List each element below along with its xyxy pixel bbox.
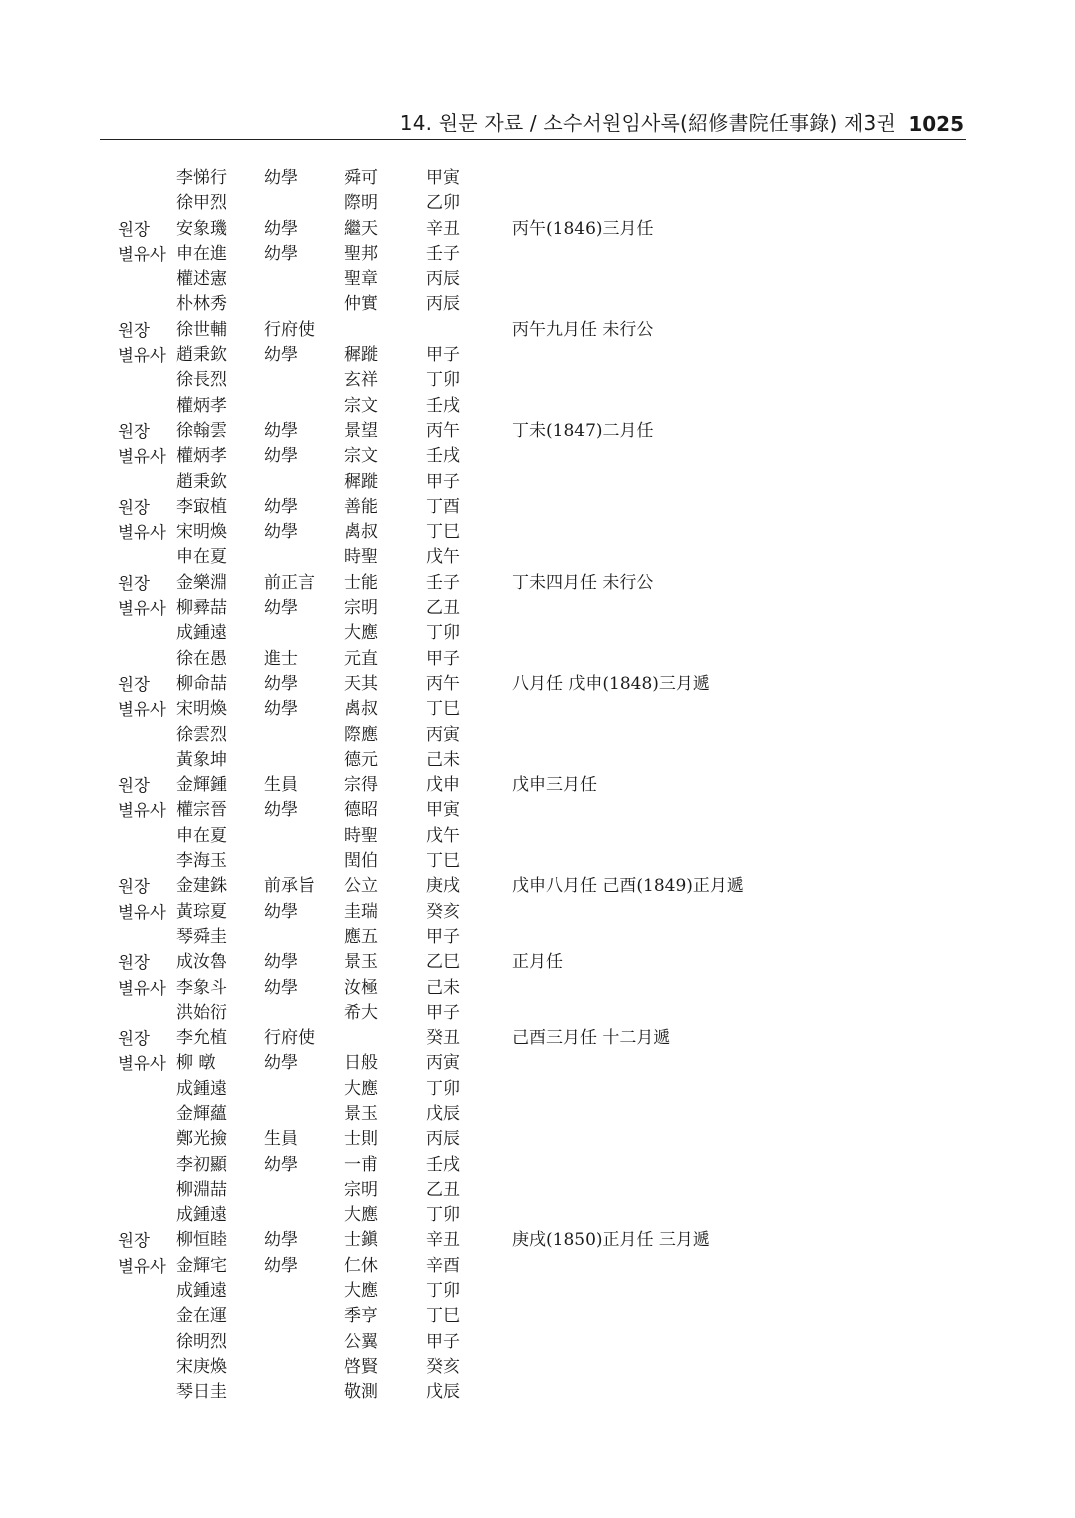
style-name-cell: 應五 xyxy=(344,926,378,947)
birth-year-cell: 丁巳 xyxy=(426,1306,460,1327)
title-cell: 幼學 xyxy=(264,522,298,543)
birth-year-cell: 壬子 xyxy=(426,572,460,593)
birth-year-cell: 乙卯 xyxy=(426,193,460,214)
style-name-cell: 日般 xyxy=(344,1053,378,1074)
title-cell: 幼學 xyxy=(264,598,298,619)
name-cell: 趙秉欽 xyxy=(176,345,227,366)
style-name-cell: 禼叔 xyxy=(344,522,378,543)
page-number: 1025 xyxy=(908,112,964,136)
style-name-cell: 希大 xyxy=(344,1002,378,1023)
style-name-cell: 穉蹝 xyxy=(344,345,378,366)
record-row xyxy=(0,1102,1075,1127)
name-cell: 黃象坤 xyxy=(176,749,227,770)
style-name-cell: 大應 xyxy=(344,1281,378,1302)
record-row xyxy=(0,318,1075,343)
record-row xyxy=(0,267,1075,292)
name-cell: 成鍾遠 xyxy=(176,623,227,644)
record-row xyxy=(0,925,1075,950)
birth-year-cell: 丙辰 xyxy=(426,294,460,315)
birth-year-cell: 甲寅 xyxy=(426,800,460,821)
name-cell: 金樂淵 xyxy=(176,572,227,593)
name-cell: 權述憲 xyxy=(176,269,227,290)
record-row xyxy=(0,798,1075,823)
title-cell: 幼學 xyxy=(264,446,298,467)
style-name-cell: 公立 xyxy=(344,876,378,897)
style-name-cell: 啓賢 xyxy=(344,1356,378,1377)
name-cell: 李初顯 xyxy=(176,1154,227,1175)
name-cell: 申在進 xyxy=(176,243,227,264)
style-name-cell: 季亨 xyxy=(344,1306,378,1327)
appointment-note-cell: 八月任 戊申(1848)三月遞 xyxy=(512,673,710,694)
record-row xyxy=(0,292,1075,317)
style-name-cell: 繼天 xyxy=(344,218,378,239)
appointment-note-cell: 正月任 xyxy=(512,952,563,973)
record-row xyxy=(0,900,1075,925)
name-cell: 申在夏 xyxy=(176,547,227,568)
name-cell: 成鍾遠 xyxy=(176,1078,227,1099)
role-cell: 원장 xyxy=(118,573,150,593)
appointment-note-cell: 丁未(1847)二月任 xyxy=(512,420,654,441)
birth-year-cell: 丙寅 xyxy=(426,724,460,745)
name-cell: 金建銖 xyxy=(176,876,227,897)
name-cell: 柳淵喆 xyxy=(176,1179,227,1200)
appointment-note-cell: 戊申三月任 xyxy=(512,775,597,796)
record-row xyxy=(0,394,1075,419)
title-cell: 幼學 xyxy=(264,800,298,821)
title-cell: 幼學 xyxy=(264,243,298,264)
record-row xyxy=(0,748,1075,773)
name-cell: 徐甲烈 xyxy=(176,193,227,214)
record-row xyxy=(0,976,1075,1001)
birth-year-cell: 甲子 xyxy=(426,1002,460,1023)
record-row xyxy=(0,1051,1075,1076)
birth-year-cell: 丙午 xyxy=(426,673,460,694)
birth-year-cell: 甲子 xyxy=(426,648,460,669)
style-name-cell: 舜可 xyxy=(344,168,378,188)
name-cell: 琴日圭 xyxy=(176,1382,227,1403)
style-name-cell: 公翼 xyxy=(344,1331,378,1352)
name-cell: 柳彛喆 xyxy=(176,598,227,619)
style-name-cell: 時聖 xyxy=(344,825,378,846)
record-row xyxy=(0,824,1075,849)
name-cell: 李允植 xyxy=(176,1028,227,1049)
name-cell: 徐明烈 xyxy=(176,1331,227,1352)
header-title: 14. 원문 자료 / 소수서원임사록(紹修書院任事錄) 제3권 xyxy=(399,111,896,135)
birth-year-cell: 甲寅 xyxy=(426,168,460,188)
record-row xyxy=(0,1001,1075,1026)
style-name-cell: 宗明 xyxy=(344,598,378,619)
title-cell: 進士 xyxy=(264,648,298,669)
role-cell: 원장 xyxy=(118,1029,150,1049)
role-cell: 별유사 xyxy=(118,1054,166,1074)
birth-year-cell: 戊辰 xyxy=(426,1382,460,1403)
record-row xyxy=(0,1279,1075,1304)
record-row xyxy=(0,1127,1075,1152)
birth-year-cell: 壬戌 xyxy=(426,395,460,416)
style-name-cell: 景望 xyxy=(344,420,378,441)
birth-year-cell: 甲子 xyxy=(426,471,460,492)
name-cell: 柳命喆 xyxy=(176,673,227,694)
style-name-cell: 大應 xyxy=(344,1078,378,1099)
title-cell: 幼學 xyxy=(264,1154,298,1175)
birth-year-cell: 辛丑 xyxy=(426,1230,460,1251)
style-name-cell: 圭瑞 xyxy=(344,901,378,922)
title-cell: 幼學 xyxy=(264,673,298,694)
style-name-cell: 玄祥 xyxy=(344,370,378,391)
record-row xyxy=(0,596,1075,621)
record-row xyxy=(0,1153,1075,1178)
name-cell: 成鍾遠 xyxy=(176,1205,227,1226)
style-name-cell: 仁休 xyxy=(344,1255,378,1276)
style-name-cell: 聖章 xyxy=(344,269,378,290)
birth-year-cell: 戊午 xyxy=(426,825,460,846)
style-name-cell: 士鎭 xyxy=(344,1230,378,1251)
style-name-cell: 大應 xyxy=(344,623,378,644)
title-cell: 幼學 xyxy=(264,168,298,188)
record-row xyxy=(0,672,1075,697)
name-cell: 宋明煥 xyxy=(176,522,227,543)
record-row xyxy=(0,1026,1075,1051)
birth-year-cell: 甲子 xyxy=(426,926,460,947)
birth-year-cell: 丁巳 xyxy=(426,699,460,720)
title-cell: 幼學 xyxy=(264,1053,298,1074)
birth-year-cell: 壬戌 xyxy=(426,1154,460,1175)
header-rule xyxy=(100,139,966,140)
record-row xyxy=(0,621,1075,646)
name-cell: 徐世輔 xyxy=(176,319,227,340)
record-row xyxy=(0,343,1075,368)
appointment-note-cell: 庚戌(1850)正月任 三月遞 xyxy=(512,1230,710,1251)
name-cell: 權炳孝 xyxy=(176,395,227,416)
title-cell: 行府使 xyxy=(264,1028,315,1049)
record-row xyxy=(0,874,1075,899)
style-name-cell: 德元 xyxy=(344,749,378,770)
birth-year-cell: 戊辰 xyxy=(426,1103,460,1124)
appointment-note-cell: 丁未四月任 未行公 xyxy=(512,572,654,593)
role-cell: 별유사 xyxy=(118,902,166,922)
title-cell: 幼學 xyxy=(264,699,298,720)
style-name-cell: 閏伯 xyxy=(344,851,378,872)
appointment-note-cell: 丙午九月任 未行公 xyxy=(512,319,654,340)
birth-year-cell: 丙寅 xyxy=(426,1053,460,1074)
role-cell: 별유사 xyxy=(118,1256,166,1276)
title-cell: 幼學 xyxy=(264,218,298,239)
style-name-cell: 際明 xyxy=(344,193,378,214)
role-cell: 원장 xyxy=(118,776,150,796)
record-row xyxy=(0,191,1075,216)
name-cell: 金輝鍾 xyxy=(176,775,227,796)
style-name-cell: 宗文 xyxy=(344,446,378,467)
title-cell: 行府使 xyxy=(264,319,315,340)
record-row xyxy=(0,495,1075,520)
name-cell: 李象斗 xyxy=(176,977,227,998)
style-name-cell: 時聖 xyxy=(344,547,378,568)
style-name-cell: 天其 xyxy=(344,673,378,694)
role-cell: 원장 xyxy=(118,877,150,897)
birth-year-cell: 丁卯 xyxy=(426,1205,460,1226)
title-cell: 幼學 xyxy=(264,901,298,922)
style-name-cell: 宗文 xyxy=(344,395,378,416)
record-row xyxy=(0,368,1075,393)
role-cell: 별유사 xyxy=(118,978,166,998)
style-name-cell: 穉蹝 xyxy=(344,471,378,492)
record-row xyxy=(0,1077,1075,1102)
birth-year-cell: 癸丑 xyxy=(426,1028,460,1049)
style-name-cell: 汝極 xyxy=(344,977,378,998)
name-cell: 柳恒睦 xyxy=(176,1230,227,1251)
record-row xyxy=(0,1355,1075,1380)
birth-year-cell: 丁巳 xyxy=(426,851,460,872)
running-header xyxy=(100,108,966,140)
birth-year-cell: 丙午 xyxy=(426,420,460,441)
record-row xyxy=(0,1380,1075,1405)
birth-year-cell: 壬戌 xyxy=(426,446,460,467)
birth-year-cell: 甲子 xyxy=(426,345,460,366)
role-cell: 원장 xyxy=(118,421,150,441)
record-row xyxy=(0,723,1075,748)
birth-year-cell: 癸亥 xyxy=(426,901,460,922)
style-name-cell: 宗明 xyxy=(344,1179,378,1200)
record-row xyxy=(0,1178,1075,1203)
name-cell: 宋明煥 xyxy=(176,699,227,720)
appointment-note-cell: 丙午(1846)三月任 xyxy=(512,218,654,239)
birth-year-cell: 甲子 xyxy=(426,1331,460,1352)
title-cell: 生員 xyxy=(264,775,298,796)
name-cell: 鄭光撿 xyxy=(176,1129,227,1150)
name-cell: 黃琮夏 xyxy=(176,901,227,922)
style-name-cell: 元直 xyxy=(344,648,378,669)
style-name-cell: 大應 xyxy=(344,1205,378,1226)
name-cell: 徐雲烈 xyxy=(176,724,227,745)
record-row xyxy=(0,571,1075,596)
style-name-cell: 聖邦 xyxy=(344,243,378,264)
name-cell: 徐在愚 xyxy=(176,648,227,669)
birth-year-cell: 戊申 xyxy=(426,775,460,796)
record-row xyxy=(0,773,1075,798)
record-row xyxy=(0,520,1075,545)
role-cell: 별유사 xyxy=(118,599,166,619)
role-cell: 별유사 xyxy=(118,801,166,821)
birth-year-cell: 丙辰 xyxy=(426,1129,460,1150)
name-cell: 李海玉 xyxy=(176,851,227,872)
style-name-cell: 德昭 xyxy=(344,800,378,821)
role-cell: 별유사 xyxy=(118,447,166,467)
birth-year-cell: 丁巳 xyxy=(426,522,460,543)
name-cell: 申在夏 xyxy=(176,825,227,846)
style-name-cell: 際應 xyxy=(344,724,378,745)
birth-year-cell: 己未 xyxy=(426,977,460,998)
name-cell: 權宗晉 xyxy=(176,800,227,821)
title-cell: 幼學 xyxy=(264,420,298,441)
style-name-cell: 士則 xyxy=(344,1129,378,1150)
name-cell: 成汝魯 xyxy=(176,952,227,973)
birth-year-cell: 辛酉 xyxy=(426,1255,460,1276)
birth-year-cell: 丁卯 xyxy=(426,1281,460,1302)
birth-year-cell: 丁卯 xyxy=(426,623,460,644)
style-name-cell: 宗得 xyxy=(344,775,378,796)
role-cell: 원장 xyxy=(118,219,150,239)
birth-year-cell: 己未 xyxy=(426,749,460,770)
appointment-note-cell: 戊申八月任 己酉(1849)正月遞 xyxy=(512,876,744,897)
record-row xyxy=(0,166,1075,191)
appointment-records xyxy=(0,166,1075,1406)
title-cell: 生員 xyxy=(264,1129,298,1150)
name-cell: 金輝宅 xyxy=(176,1255,227,1276)
name-cell: 宋庚煥 xyxy=(176,1356,227,1377)
record-row xyxy=(0,217,1075,242)
style-name-cell: 士能 xyxy=(344,572,378,593)
name-cell: 金輝蘊 xyxy=(176,1103,227,1124)
name-cell: 李㝡植 xyxy=(176,496,227,517)
role-cell: 별유사 xyxy=(118,346,166,366)
birth-year-cell: 丁酉 xyxy=(426,496,460,517)
role-cell: 원장 xyxy=(118,1231,150,1251)
style-name-cell: 景玉 xyxy=(344,952,378,973)
title-cell: 幼學 xyxy=(264,1230,298,1251)
name-cell: 柳 暾 xyxy=(176,1053,216,1074)
name-cell: 洪始衍 xyxy=(176,1002,227,1023)
title-cell: 前承旨 xyxy=(264,876,315,897)
record-row xyxy=(0,1304,1075,1329)
record-row xyxy=(0,444,1075,469)
role-cell: 별유사 xyxy=(118,700,166,720)
role-cell: 원장 xyxy=(118,320,150,340)
role-cell: 별유사 xyxy=(118,244,166,264)
title-cell: 幼學 xyxy=(264,952,298,973)
record-row xyxy=(0,950,1075,975)
birth-year-cell: 丁卯 xyxy=(426,1078,460,1099)
birth-year-cell: 乙巳 xyxy=(426,952,460,973)
title-cell: 幼學 xyxy=(264,496,298,517)
title-cell: 幼學 xyxy=(264,345,298,366)
style-name-cell: 善能 xyxy=(344,496,378,517)
title-cell: 幼學 xyxy=(264,1255,298,1276)
name-cell: 趙秉欽 xyxy=(176,471,227,492)
record-row xyxy=(0,1330,1075,1355)
record-row xyxy=(0,647,1075,672)
name-cell: 安象璣 xyxy=(176,218,227,239)
name-cell: 徐翰雲 xyxy=(176,420,227,441)
birth-year-cell: 壬子 xyxy=(426,243,460,264)
record-row xyxy=(0,470,1075,495)
style-name-cell: 一甫 xyxy=(344,1154,378,1175)
record-row xyxy=(0,1254,1075,1279)
record-row xyxy=(0,697,1075,722)
name-cell: 李悌行 xyxy=(176,168,227,188)
birth-year-cell: 乙丑 xyxy=(426,598,460,619)
title-cell: 前正言 xyxy=(264,572,315,593)
name-cell: 權炳孝 xyxy=(176,446,227,467)
style-name-cell: 禼叔 xyxy=(344,699,378,720)
birth-year-cell: 庚戌 xyxy=(426,876,460,897)
title-cell: 幼學 xyxy=(264,977,298,998)
name-cell: 成鍾遠 xyxy=(176,1281,227,1302)
birth-year-cell: 辛丑 xyxy=(426,218,460,239)
record-row xyxy=(0,1228,1075,1253)
role-cell: 원장 xyxy=(118,953,150,973)
style-name-cell: 景玉 xyxy=(344,1103,378,1124)
name-cell: 徐長烈 xyxy=(176,370,227,391)
style-name-cell: 敬測 xyxy=(344,1382,378,1403)
name-cell: 琴舜圭 xyxy=(176,926,227,947)
appointment-note-cell: 己酉三月任 十二月遞 xyxy=(512,1028,671,1049)
style-name-cell: 仲實 xyxy=(344,294,378,315)
record-row xyxy=(0,419,1075,444)
name-cell: 金在運 xyxy=(176,1306,227,1327)
birth-year-cell: 丁卯 xyxy=(426,370,460,391)
record-row xyxy=(0,849,1075,874)
birth-year-cell: 乙丑 xyxy=(426,1179,460,1200)
name-cell: 朴林秀 xyxy=(176,294,227,315)
role-cell: 별유사 xyxy=(118,523,166,543)
birth-year-cell: 丙辰 xyxy=(426,269,460,290)
birth-year-cell: 戊午 xyxy=(426,547,460,568)
role-cell: 원장 xyxy=(118,674,150,694)
record-row xyxy=(0,242,1075,267)
record-row xyxy=(0,545,1075,570)
role-cell: 원장 xyxy=(118,497,150,517)
birth-year-cell: 癸亥 xyxy=(426,1356,460,1377)
record-row xyxy=(0,1203,1075,1228)
